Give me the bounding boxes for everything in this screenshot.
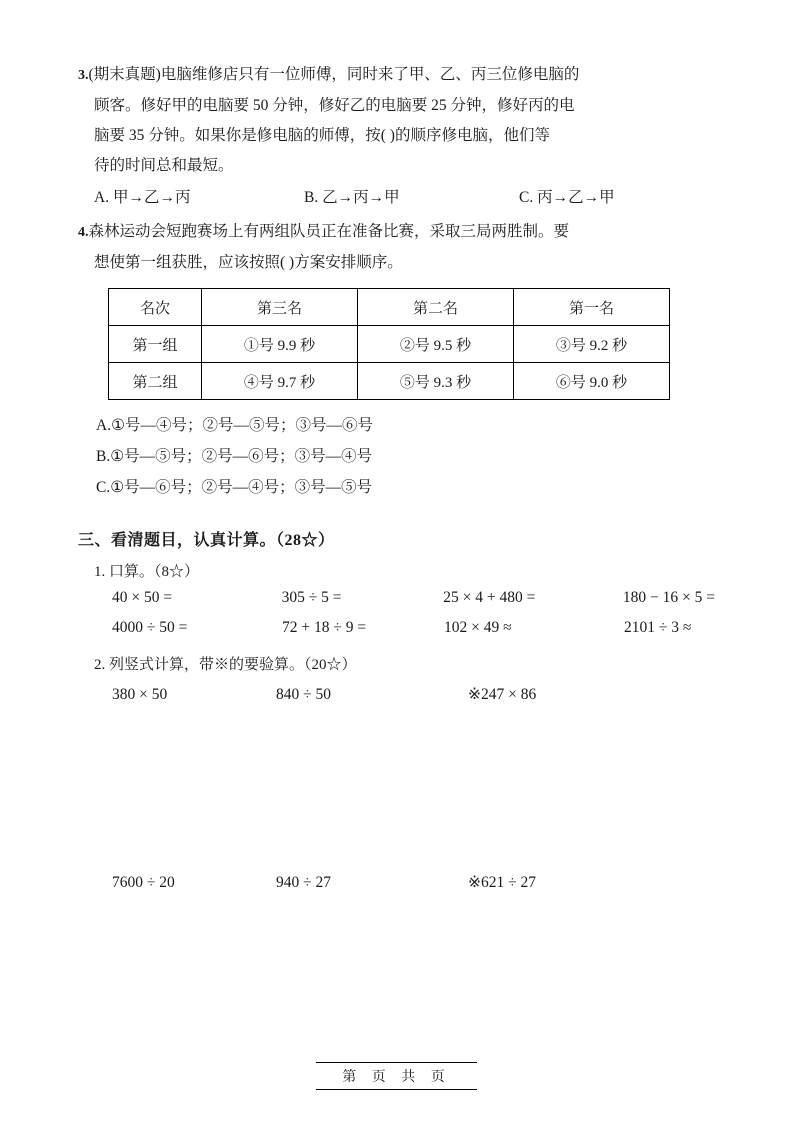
oral-calc-row-2 — [112, 613, 715, 643]
column-calc-1-2: 840 ÷ 50 — [276, 686, 332, 703]
question-3 — [78, 60, 715, 213]
section-heading: 三、看清题目，认真计算。（28☆） — [78, 532, 335, 549]
question-3-text — [78, 60, 715, 181]
question-4-choice-b[interactable]: B.①号—⑤号；②号—⑥号；③号—④号 — [96, 448, 373, 465]
question-3-choices — [94, 183, 715, 213]
table-header-cell-2: 第二名 — [358, 289, 514, 326]
oral-calc-2-2: 72 + 18 ÷ 9 = — [282, 619, 367, 636]
table-cell-r1c1: ④号 9.7 秒 — [202, 363, 358, 400]
column-calc-row-1 — [112, 680, 715, 710]
column-calc-2-1: 7600 ÷ 20 — [112, 874, 175, 891]
page-footer — [0, 1062, 793, 1090]
question-3-line-1: (期末真题)电脑维修店只有一位师傅，同时来了甲、乙、丙三位修电脑的 — [88, 66, 580, 83]
oral-calc-1-2: 305 ÷ 5 = — [281, 589, 342, 606]
table-header-cell-3: 第一名 — [514, 289, 670, 326]
question-4 — [78, 217, 715, 503]
table-cell-r0c3: ③号 9.2 秒 — [514, 326, 670, 363]
question-4-choice-a[interactable]: A.①号—④号；②号—⑤号；③号—⑥号 — [96, 417, 373, 434]
table-header-cell-0: 名次 — [109, 289, 202, 326]
table-cell-r0c1: ①号 9.9 秒 — [202, 326, 358, 363]
table-cell-r0c2: ②号 9.5 秒 — [358, 326, 514, 363]
question-4-number: 4. — [78, 225, 89, 240]
table-row — [109, 326, 670, 363]
question-3-number: 3. — [78, 68, 89, 83]
question-4-choice-c[interactable]: C.①号—⑥号；②号—④号；③号—⑤号 — [96, 479, 373, 496]
page-number-label: 第 页 共 页 — [316, 1062, 477, 1090]
oral-calc-1-1: 40 × 50 = — [112, 589, 173, 606]
table-cell-r1c2: ⑤号 9.3 秒 — [358, 363, 514, 400]
work-space-area — [78, 710, 715, 862]
question-3-line-2: 顾客。修好甲的电脑要 50 分钟，修好乙的电脑要 25 分钟，修好丙的电 — [94, 97, 575, 114]
table-cell-r1c0: 第二组 — [109, 363, 202, 400]
oral-calc-2-4: 2101 ÷ 3 ≈ — [624, 619, 692, 636]
column-calc-row-2 — [112, 868, 715, 898]
table-header-cell-1: 第三名 — [202, 289, 358, 326]
column-calc-2-3: ※621 ÷ 27 — [468, 874, 536, 891]
race-results-table — [108, 288, 670, 400]
oral-calc-2-1: 4000 ÷ 50 = — [112, 619, 188, 636]
column-calc-1-1: 380 × 50 — [112, 686, 168, 703]
question-3-choice-c[interactable]: C. 丙→乙→甲 — [519, 189, 615, 206]
table-header-row — [109, 289, 670, 326]
question-3-line-4: 待的时间总和最短。 — [94, 157, 234, 174]
oral-calc-row-1 — [112, 583, 715, 613]
oral-calc-2-3: 102 × 49 ≈ — [444, 619, 512, 636]
question-3-choice-b[interactable]: B. 乙→丙→甲 — [304, 189, 400, 206]
table-cell-r0c0: 第一组 — [109, 326, 202, 363]
question-4-text — [78, 217, 715, 278]
sub-question-2-label: 2. 列竖式计算，带※的要验算。（20☆） — [94, 657, 357, 673]
oral-calc-1-3: 25 × 4 + 480 = — [443, 589, 536, 606]
question-4-line-1: 森林运动会短跑赛场上有两组队员正在准备比赛，采取三局两胜制。要 — [88, 223, 570, 240]
table-row — [109, 363, 670, 400]
question-3-choice-a[interactable]: A. 甲→乙→丙 — [94, 189, 191, 206]
table-cell-r1c3: ⑥号 9.0 秒 — [514, 363, 670, 400]
question-4-line-2: 想使第一组获胜，应该按照( )方案安排顺序。 — [94, 254, 403, 271]
question-3-line-3: 脑要 35 分钟。如果你是修电脑的师傅，按( )的顺序修电脑，他们等 — [94, 127, 550, 144]
oral-calc-1-4: 180 − 16 × 5 = — [622, 589, 715, 606]
column-calc-1-3: ※247 × 86 — [468, 686, 537, 703]
column-calc-2-2: 940 ÷ 27 — [276, 874, 332, 891]
sub-question-1-label: 1. 口算。（8☆） — [94, 564, 200, 580]
